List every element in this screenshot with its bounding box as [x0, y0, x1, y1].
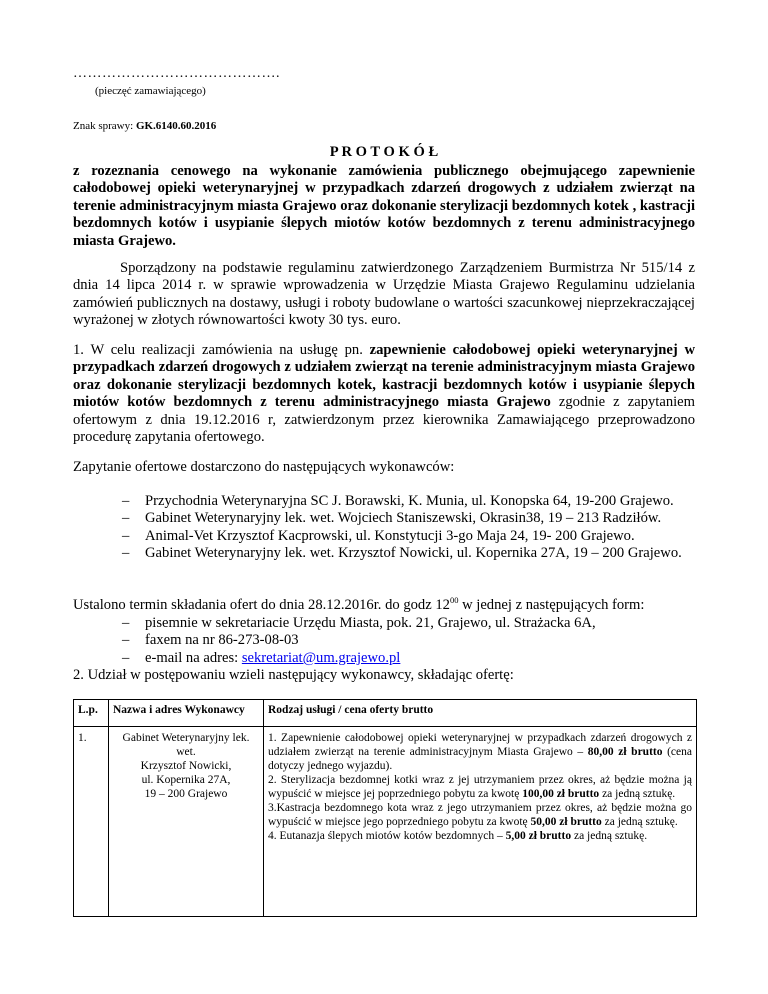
section-1-lead: 1. W celu realizacji zamówienia na usługę pn.	[73, 342, 370, 358]
case-number	[73, 120, 216, 132]
dash-icon: –	[122, 649, 130, 666]
cell-contractor: Gabinet Weterynaryjny lek. wet. Krzysztof Nowicki, ul. Kopernika 27A, 19 – 200 Grajewo	[109, 727, 264, 917]
price: 5,00 zł brutto	[505, 830, 572, 842]
cell-lp: 1.	[74, 727, 109, 917]
recipients-intro: Zapytanie ofertowe dostarczono do następujących wykonawców:	[73, 459, 455, 475]
deadline-line: Ustalono termin składania ofert do dnia 28.12.2016r. do godz $12^{00}$ w jednej z następujących form:	[73, 595, 645, 613]
header-contractor: Nazwa i adres Wykonawcy	[109, 700, 264, 727]
table-row	[74, 727, 697, 917]
section-1-tail: zgodnie z zapytaniem ofertowym z dnia 19.12.2016 r, zatwierdzonym przez kierownika Zamawiającego przeprowadzono procedurę zapytania ofertowego.	[73, 394, 695, 446]
price: 80,00 zł brutto	[587, 746, 663, 758]
intro-paragraph: Sporządzony na podstawie regulaminu zatwierdzonego Zarządzeniem Burmistrza Nr 515/14 z dnia 14 lipca 2014 r. w sprawie wprowadzenia w Urzędzie Miasta Grajewo Regulaminu udzielania zamówień publicznych na dostawy, usługi i roboty budowlane o wartości szacunkowej nieprzekraczającej wyrażonej w złotych równowartości kwoty 30 tys. euro.	[73, 260, 695, 329]
dash-icon: –	[122, 632, 130, 649]
stamp-label: (pieczęć zamawiającego)	[95, 85, 206, 97]
header-lp: L.p.	[74, 700, 109, 727]
stamp-dots: …………………………………….	[73, 66, 280, 81]
case-prefix: Znak sprawy:	[73, 120, 136, 132]
offer-item: 3.Kastracja bezdomnego kota wraz z jego utrzymaniem przez okres, aż będzie można go wypuścić w miejsce jego poprzedniego pobytu za kwotę 50,00 zł brutto za jedną sztukę.	[268, 802, 692, 828]
dash-icon: –	[122, 527, 130, 544]
dash-icon: –	[122, 615, 130, 631]
protocol-subject: z rozeznania cenowego na wykonanie zamówienia publicznego obejmującego zapewnienie całodobowej opieki weterynaryjnej w przypadkach zdarzeń drogowych z udziałem zwierząt na terenie administracyjnym miasta Grajewo oraz dokonanie sterylizacji bezdomnych kotek , kastracji bezdomnych kotów i usypianie ślepych miotów kotów bezdomnych z terenu administracyjnego miasta Grajewo.	[73, 163, 695, 249]
case-number-value: GK.6140.60.2016	[135, 120, 217, 132]
section-1-service-name: zapewnienie całodobowej opieki weterynaryjnej w przypadkach zdarzeń drogowych z udziałem zwierząt na terenie administracyjnym miasta Grajewo oraz dokonanie sterylizacji bezdomnych kotek, kastracji bezdomnych kotów i usypianie ślepych miotów kotów bezdomnych z terenu administracyjnego miasta Grajewo	[73, 342, 695, 411]
dash-icon: –	[122, 510, 130, 527]
offer-item: 4. Eutanazja ślepych miotów kotów bezdomnych – 5,00 zł brutto za jedną sztukę.	[268, 830, 648, 842]
recipient-item: – Animal-Vet Krzysztof Kacprowski, ul. Konstytucji 3-go Maja 24, 19- 200 Grajewo.	[122, 527, 635, 544]
price: 100,00 zł brutto	[522, 788, 600, 800]
email-link[interactable]: sekretariat@um.grajewo.pl	[241, 649, 401, 666]
table-header-row	[74, 700, 697, 727]
dash-icon: –	[122, 545, 130, 562]
header-service-price: Rodzaj usługi / cena oferty brutto	[264, 700, 697, 727]
offer-item: 1. Zapewnienie całodobowej opieki weterynaryjnej w przypadkach zdarzeń drogowych z udziałem zwierząt na terenie administracyjnym Miasta Grajewo – 80,00 zł brutto (cena dotyczy jednego wyjazdu).	[268, 732, 692, 772]
price: 50,00 zł brutto	[530, 816, 602, 828]
dash-icon: –	[122, 493, 130, 509]
section-1-paragraph	[73, 342, 695, 446]
section-2-paragraph: 2. Udział w postępowaniu wzieli następujący wykonawcy, składając ofertę:	[73, 667, 514, 683]
cell-service-price	[264, 727, 697, 917]
form-item: – e-mail na adres: sekretariat@um.grajewo.pl	[122, 649, 401, 666]
recipient-item: – Gabinet Weterynaryjny lek. wet. Wojciech Staniszewski, Okrasin38, 19 – 213 Radziłów.	[122, 510, 662, 527]
recipient-item: – Przychodnia Weterynaryjna SC J. Borawski, K. Munia, ul. Konopska 64, 19-200 Grajewo.	[122, 493, 674, 509]
protocol-heading: P R O T O K Ó Ł	[329, 144, 439, 160]
offers-table	[73, 699, 697, 917]
form-item: – pisemnie w sekretariacie Urzędu Miasta, pok. 21, Grajewo, ul. Strażacka 6A,	[122, 615, 596, 631]
recipients-list	[122, 493, 695, 563]
form-item: – faxem na nr 86-273-08-03	[122, 632, 299, 649]
submission-forms-list	[122, 615, 695, 667]
recipient-item: – Gabinet Weterynaryjny lek. wet. Krzysztof Nowicki, ul. Kopernika 27A, 19 – 200 Grajewo.	[122, 545, 682, 562]
offer-item: 2. Sterylizacja bezdomnej kotki wraz z jej utrzymaniem przez okres, aż będzie można ją wypuścić w miejsce jej poprzedniego pobytu za kwotę 100,00 zł brutto za jedną sztukę.	[268, 774, 692, 800]
